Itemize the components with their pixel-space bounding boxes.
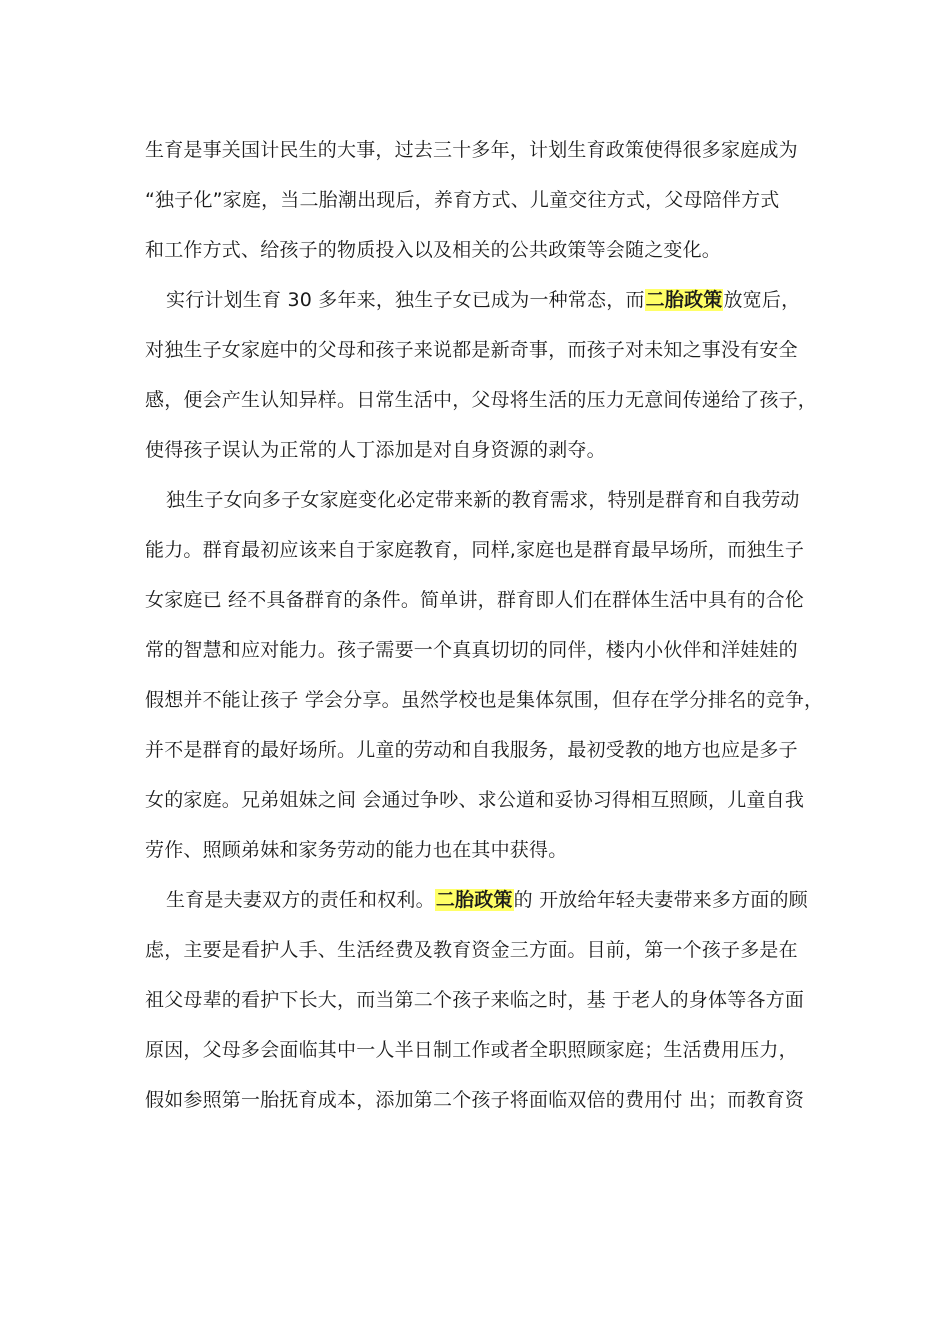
text-segment: 放宽后， (723, 289, 801, 311)
text-segment: 实行计划生育 30 多年来，独生子女已成为一种常态，而 (166, 289, 645, 311)
text-line: 原因，父母多会面临其中一人半日制工作或者全职照顾家庭；生活费用压力， (145, 1039, 798, 1061)
text-line: 使得孩子误认为正常的人丁添加是对自身资源的剥夺。 (145, 439, 606, 461)
text-line: 女的家庭。兄弟姐妹之间 会通过争吵、求公道和妥协习得相互照顾，儿童自我 (145, 789, 805, 811)
text-line: 假想并不能让孩子 学会分享。虽然学校也是集体氛围，但存在学分排名的竞争， (145, 689, 824, 711)
text-segment: 的 开放给年轻夫妻带来多方面的顾 (513, 889, 808, 911)
text-line: 能力。群育最初应该来自于家庭教育，同样,家庭也是群育最早场所，而独生子 (145, 539, 805, 561)
text-segment: 生育是夫妻双方的责任和权利。 (166, 889, 435, 911)
text-line (0, 883, 950, 917)
text-line: 假如参照第一胎抚育成本，添加第二个孩子将面临双倍的费用付 出；而教育资 (145, 1089, 805, 1111)
text-line: 和工作方式、给孩子的物质投入以及相关的公共政策等会随之变化。 (145, 239, 722, 261)
text-line: 祖父母辈的看护下长大，而当第二个孩子来临之时，基 于老人的身体等各方面 (145, 989, 805, 1011)
text-line (0, 283, 950, 317)
text-line: “独子化”家庭，当二胎潮出现后，养育方式、儿童交往方式，父母陪伴方式 (145, 189, 780, 211)
text-line: 女家庭已 经不具备群育的条件。简单讲，群育即人们在群体生活中具有的合伦 (145, 589, 805, 611)
text-line: 生育是事关国计民生的大事，过去三十多年，计划生育政策使得很多家庭成为 (145, 139, 798, 161)
text-line: 独生子女向多子女家庭变化必定带来新的教育需求，特别是群育和自我劳动 (166, 489, 800, 511)
highlighted-keyword: 二胎政策 (435, 889, 513, 911)
highlighted-keyword: 二胎政策 (645, 289, 723, 311)
text-line: 对独生子女家庭中的父母和孩子来说都是新奇事，而孩子对未知之事没有安全 (145, 339, 798, 361)
text-line: 劳作、照顾弟妹和家务劳动的能力也在其中获得。 (145, 839, 568, 861)
text-line: 并不是群育的最好场所。儿童的劳动和自我服务，最初受教的地方也应是多子 (145, 739, 798, 761)
text-line: 常的智慧和应对能力。孩子需要一个真真切切的同伴，楼内小伙伴和洋娃娃的 (145, 639, 798, 661)
text-line: 虑，主要是看护人手、生活经费及教育资金三方面。目前，第一个孩子多是在 (145, 939, 798, 961)
text-line: 感，便会产生认知异样。日常生活中，父母将生活的压力无意间传递给了孩子， (145, 389, 818, 411)
